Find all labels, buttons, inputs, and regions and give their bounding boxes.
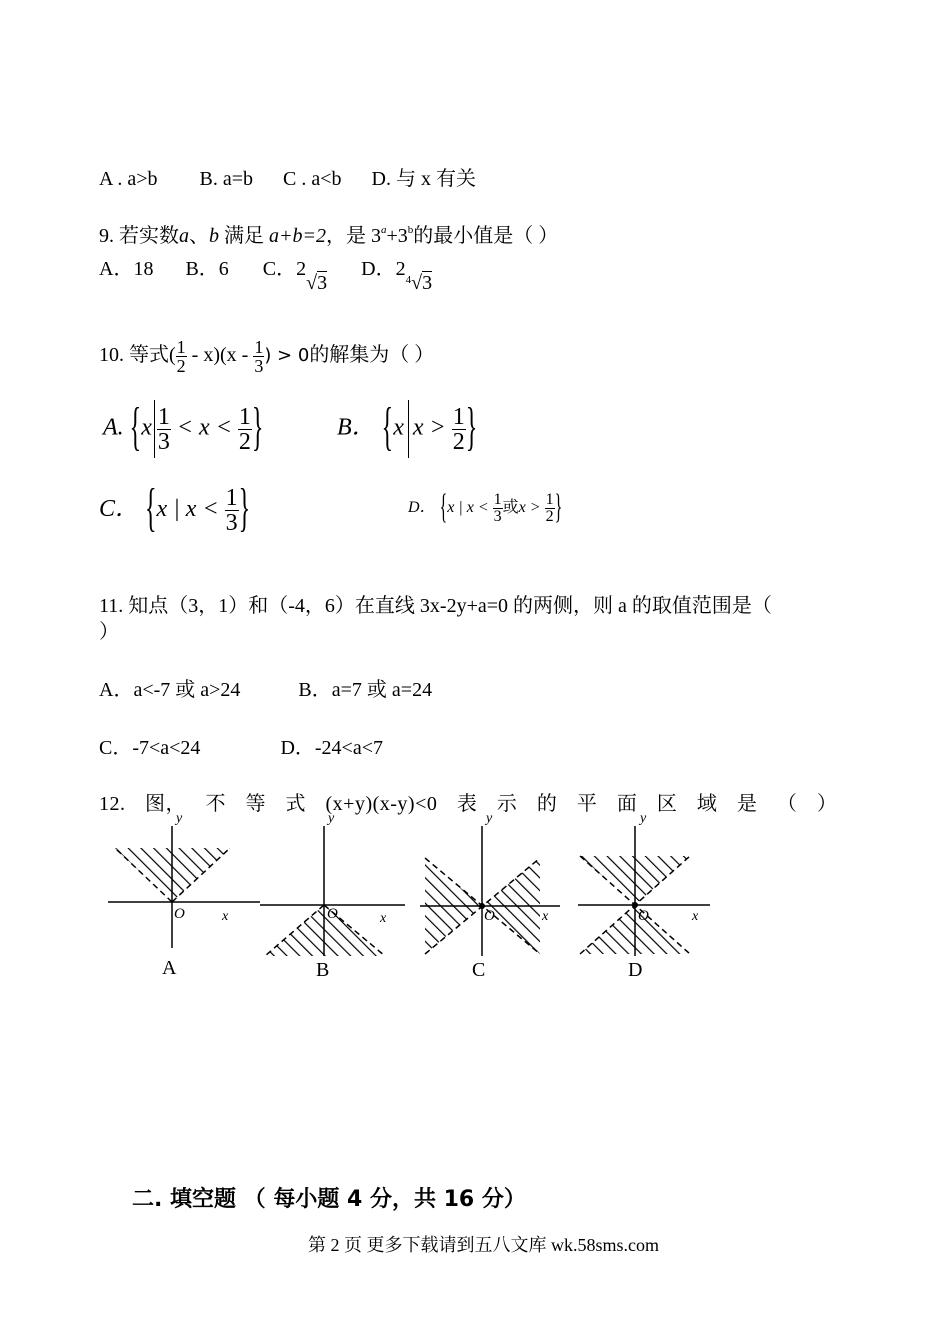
q9-option-d: D．$2^4√3$ [361,258,433,294]
q11-option-c: C．-7<a<24 [99,737,201,759]
q11-options-cd [99,731,383,760]
q11-option-a: A．a<-7 或 a>24 [99,679,241,701]
q10-option-c: C． {x | x < $\frac{1}{3}$ } [99,480,251,538]
q10-option-b: B． {x x > $\frac{1}{2}$ } [337,399,478,457]
svg-text:y: y [328,811,335,826]
q8-option-d: D. 与 x 有关 [371,168,476,190]
svg-text:x: x [222,909,229,924]
figure-c [420,811,560,981]
svg-text:y: y [176,811,183,826]
q8-option-a: A . a>b [99,168,158,190]
figure-c-label: C [472,959,486,981]
q8-option-c: C . a<b [283,168,342,190]
q9-option-c: C．2√3 [262,258,328,294]
figure-d [578,811,710,981]
svg-text:O: O [484,908,495,924]
q11-stem: 11. 知点（3，1）和（-4，6）在直线 3x-2y+a=0 的两侧，则 a 的取值范围是（ [99,595,772,617]
q9-options [99,252,433,294]
q11-option-b: B．a=7 或 a=24 [298,679,433,701]
svg-text:x: x [380,911,387,926]
svg-text:O: O [638,908,649,924]
q11-options-ab [99,673,432,702]
figure-b [260,811,405,981]
section-heading: 二. 填空题 （ 每小题 4 分，共 16 分） [132,1187,526,1212]
q10-stem: 10. 等式( $\frac{1}{2}$ - x)(x - $\frac{1}{3}$ ) > 0的解集为（ ） [99,337,435,376]
q10-option-a: A. {x $\frac{1}{3}$ < x < $\frac{1}{2}$ } [103,399,264,457]
svg-text:O: O [174,906,185,922]
figure-b-label: B [316,959,330,981]
svg-text:y: y [486,811,493,826]
page-footer: 第 2 页 更多下载请到五八文库 wk.58sms.com [308,1235,659,1255]
q9-option-b: B．6 [185,258,229,280]
svg-text:x: x [542,909,549,924]
figure-d-label: D [628,959,643,981]
q9-stem: 9. 若实数a、b 满足 a+b=2，是 $3^a+3^b$的最小值是（ ） [99,224,559,247]
svg-text:y: y [640,811,647,826]
q8-option-b: B. a=b [199,168,253,190]
q9-option-a: A．18 [99,258,154,280]
q12-figures [100,808,720,988]
q10-option-d: D． {x | x < $\frac{1}{3}$ 或x > $\frac{1}{2}$ } [408,488,563,527]
q12-stem: 12. 图， 不 等 式 (x+y)(x-y)<0 表 示 的 平 面 区 域 是 （ ） [99,793,838,815]
q11-option-d: D．-24<a<7 [280,737,383,759]
figure-a-label: A [162,957,177,979]
q8-options [99,162,476,191]
svg-text:O: O [327,906,338,922]
q11-stem-cont: ） [99,621,119,643]
svg-text:x: x [692,909,699,924]
figure-a [108,811,260,979]
